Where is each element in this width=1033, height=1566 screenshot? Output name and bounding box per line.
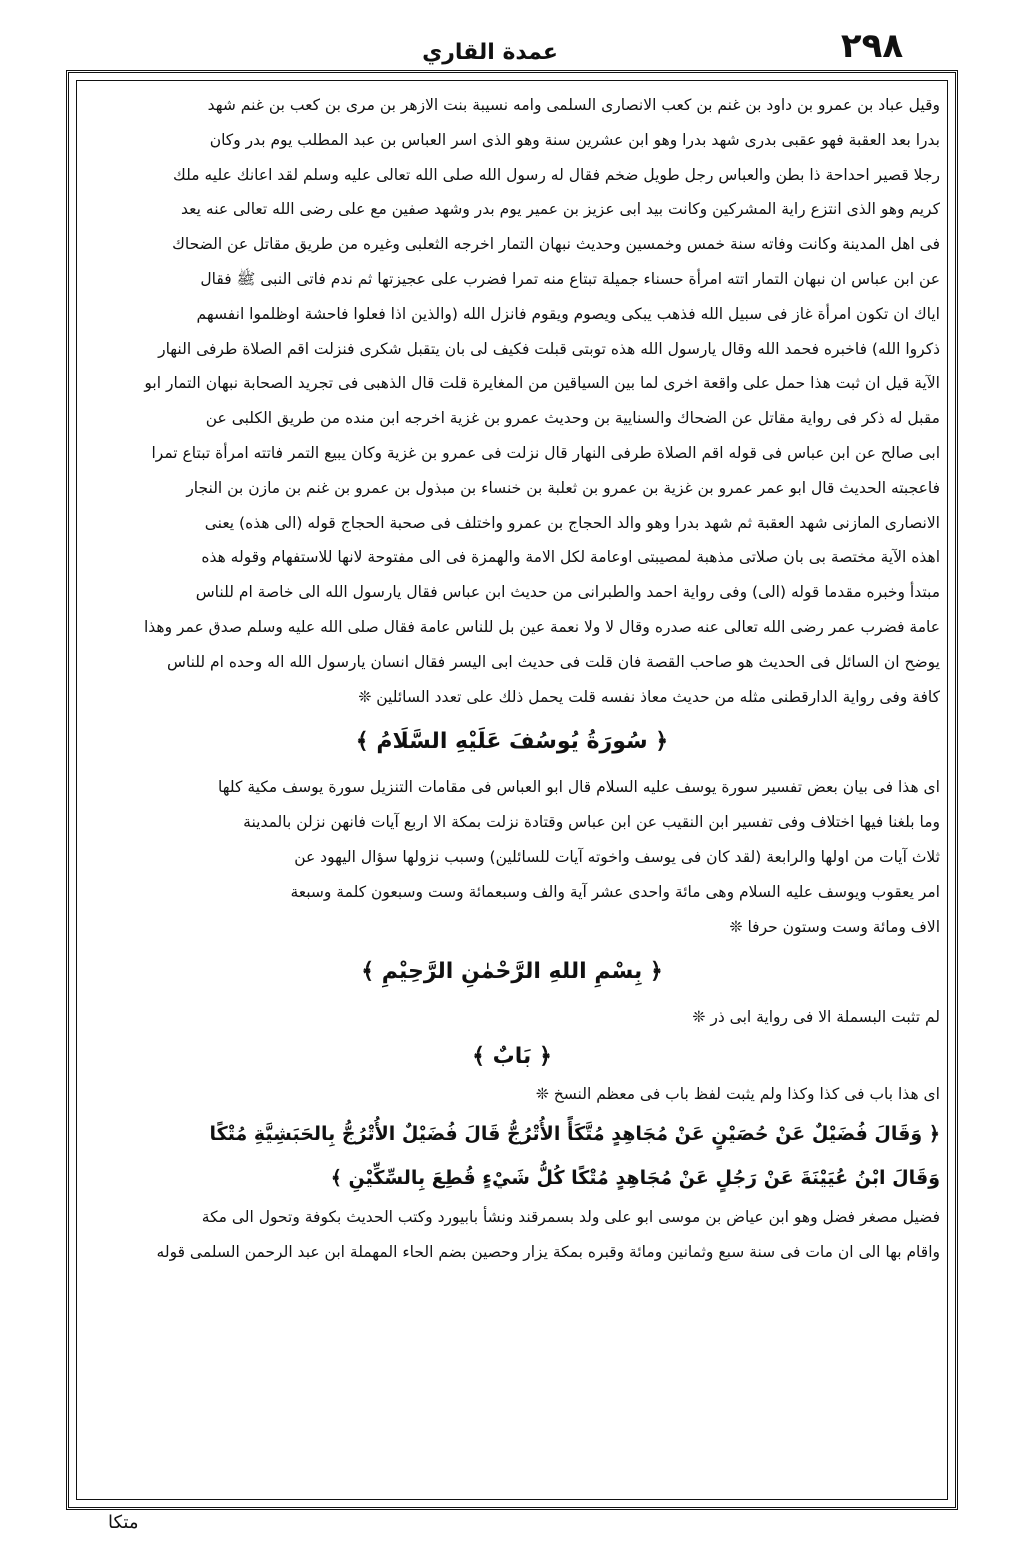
- text-line: فاعجبته الحديث قال ابو عمر عمرو بن غزية بن عمرو بن ثعلبة بن خنساء بن مبذول بن عمرو بن غنم بن مازن بن النجار: [186, 478, 940, 497]
- surah-heading: ﴿ سُورَةُ يُوسُفَ عَلَيْهِ السَّلَامُ ﴾: [355, 729, 669, 755]
- text-line: كافة وفى رواية الدارقطنى مثله من حديث معاذ نفسه قلت يحمل ذلك على تعدد السائلين ❊: [358, 687, 940, 706]
- text-line: اياك ان تكون امرأة غاز فى سبيل الله فذهب يبكى ويصوم ويقوم فانزل الله (والذين اذا فعلوا فاحشة اوظلموا انفسهم: [196, 304, 940, 323]
- text-line: اهذه الآية مختصة بى بان صلاتى مذهبة لمصيبتى اوعامة لكل الامة والهمزة فى الى مفتوحة لانها للاستفهام وقوله هذه: [201, 548, 940, 567]
- hadith-quote: [84, 1112, 940, 1200]
- footer-catchword: متكا: [108, 1512, 139, 1533]
- text-line: امر يعقوب ويوسف عليه السلام وهى مائة واحدى عشر آية والف وسبعمائة وست وسبعون كلمة وسبعة: [290, 882, 940, 901]
- bab-heading: ﴿ بَابٌ ﴾: [472, 1044, 552, 1070]
- quote-line: ﴿ وَقَالَ فُضَيْلٌ عَنْ حُصَيْنٍ عَنْ مُجَاهِدٍ مُتَّكَأً الأُتْرُجُّ قَالَ فُضَيْلٌ الأُتْرُجُّ بِالحَبَشِيَّةِ مُتْكًا: [209, 1122, 940, 1145]
- text-line: واقام بها الى ان مات فى سنة سبع وثمانين ومائة وقبره بمكة يزار وحصين بضم الحاء المهملة ابن عبد الرحمن السلمى قوله: [156, 1242, 940, 1261]
- text-line: بدرا بعد العقبة فهو عقبى بدرى شهد بدرا وهو ابن عشرين سنة وهو الذى اسر العباس بن عبد المطلب يوم بدر وكان: [209, 130, 940, 149]
- text-line: ابى صالح عن ابن عباس فى قوله اقم الصلاة طرفى النهار قال نزلت فى عمرو بن غزية وكان يبيع التمر فاتته امرأة تبتاع تمرا: [151, 443, 940, 462]
- text-line: مقبل له ذكر فى رواية مقاتل عن الضحاك والسنايية بن وحديث عمرو بن غزية اخرجه ابن منده من طريق الكلبى عن: [205, 409, 940, 428]
- text-line: الانصارى المازنى شهد العقبة ثم شهد بدرا وهو والد الحجاج بن عمرو واختلف فى صحبة الحجاج قوله (الى هذه) يعنى: [204, 513, 940, 532]
- text-line: اى هذا فى بيان بعض تفسير سورة يوسف عليه السلام قال ابو العباس فى مقامات التنزيل سورة يوسف مكية كلها: [218, 778, 940, 797]
- text-line: وقيل عباد بن عمرو بن داود بن غنم بن كعب الانصارى السلمى وامه نسيبة بنت الازهر بن مرى بن كعب بن غنم شهد: [207, 96, 940, 114]
- text-line: ذكروا الله) فاخبره فحمد الله وقال يارسول الله هذه توبتى قبلت فكيف لى بان يتقبل شكرى فنزلت اقم الصلاة طرفى النهار: [158, 339, 940, 358]
- text-line: ثلاث آيات من اولها والرابعة (لقد كان فى يوسف واخوته آيات للسائلين) وسبب نزولها سؤال اليهود عن: [294, 847, 940, 866]
- body-paragraph-3: [84, 1200, 940, 1270]
- body-paragraph-1: [84, 88, 940, 714]
- text-line: عن ابن عباس ان نبهان التمار اتته امرأة حسناء جميلة تبتاع منه تمرا فضرب على عجيزتها ثم ندم فاتى النبى ﷺ فقال: [200, 269, 940, 288]
- body-paragraph-2: [84, 770, 940, 944]
- quote-line: وَقَالَ ابْنُ عُيَيْنَةَ عَنْ رَجُلٍ عَنْ مُجَاهِدٍ مُتْكًا كُلُّ شَيْءٍ قُطِعَ بِالسِّكِّيْنِ ﴾: [330, 1166, 940, 1189]
- running-header-title: عمدة القاري: [422, 40, 558, 65]
- basmala-heading: ﴿ بِسْمِ اللهِ الرَّحْمٰنِ الرَّحِيْمِ ﴾: [361, 959, 663, 985]
- text-line: فى اهل المدينة وكانت وفاته سنة خمس وخمسين وحديث نبهان التمار اخرجه الثعلبى وغيره من طريق مقاتل عن الضحاك: [172, 235, 940, 254]
- text-line: مبتدأ وخبره مقدما قوله (الى) وفى رواية احمد والطبرانى من حديث ابن عباس فقال يارسول الله الى خاصة ام للناس: [195, 583, 940, 602]
- text-line: عامة فضرب عمر رضى الله تعالى عنه صدره وقال لا ولا نعمة عين بل للناس عامة فقال صلى الله عليه وسلم صدق عمر وهذا: [143, 617, 940, 636]
- text-line: رجلا قصير احداحة ذا بطن والعباس رجل طويل ضخم فقال له رسول الله صلى الله تعالى عليه وسلم لقد اعانك عليه ملك: [173, 165, 940, 184]
- page-content: [84, 88, 940, 1500]
- text-line: وما بلغنا فيها اختلاف وفى تفسير ابن النقيب عن ابن عباس وقتادة نزلت بمكة الا اربع آيات فانهن نزلن بالمدينة: [243, 813, 940, 832]
- page-number: ٢٩٨: [840, 26, 904, 66]
- text-line: كريم وهو الذى انتزع راية المشركين وكانت بيد ابى عزيز بن عمير يوم بدر وشهد صفين مع على رضى الله تعالى عنه يعد: [181, 200, 940, 219]
- text-line: يوضح ان السائل فى الحديث هو صاحب القصة فان قلت فى حديث ابى اليسر فقال انسان يارسول الله اله وحده ام للناس: [166, 652, 940, 671]
- basmala-note: لم تثبت البسملة الا فى رواية ابى ذر ❊: [692, 1008, 940, 1027]
- bab-note: اى هذا باب فى كذا وكذا ولم يثبت لفظ باب فى معظم النسخ ❊: [535, 1085, 940, 1104]
- text-line: فضيل مصغر فضل وهو ابن عياض بن موسى ابو على ولد بسمرقند ونشأ بابيورد وكتب الحديث بكوفة وتحول الى مكة: [201, 1207, 940, 1226]
- text-line: الآية قيل ان ثبت هذا حمل على واقعة اخرى لما بين السياقين من المغايرة قلت قال الذهبى فى تجريد الصحابة نبهان التمار ابو: [144, 374, 940, 393]
- text-line: الاف ومائة وست وستون حرفا ❊: [729, 917, 940, 936]
